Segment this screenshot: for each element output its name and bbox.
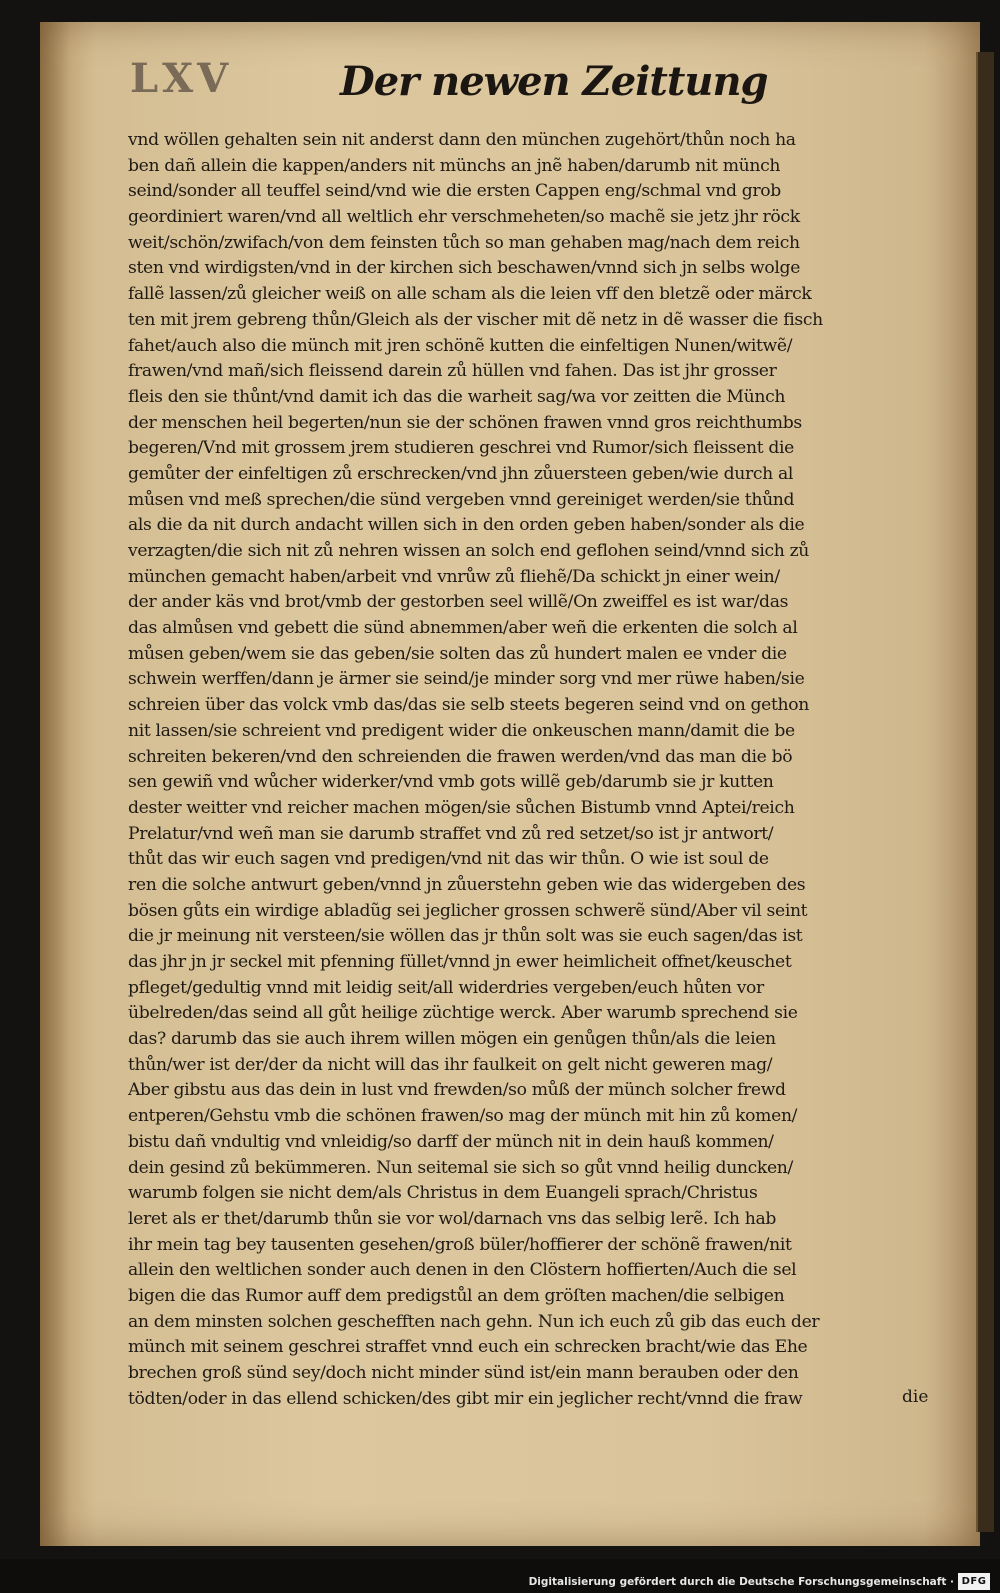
- text-line: ben dañ allein die kappen/anders nit münchs an jnẽ haben/darumb nit münch: [128, 155, 781, 176]
- text-line: das almůsen vnd gebett die sünd abnemmen/aber weñ die erkenten die solch al: [128, 618, 798, 639]
- text-line: der ander käs vnd brot/vmb der gestorben seel willẽ/On zweiffel es ist war/das: [128, 592, 789, 613]
- text-line: allein den weltlichen sonder auch denen in den Clöstern hoffierten/Auch die sel: [128, 1260, 797, 1281]
- page-heading: Der newen Zeittung: [340, 58, 768, 105]
- footer-credit: Digitalisierung gefördert durch die Deutsche Forschungsgemeinschaft ·: [528, 1576, 954, 1588]
- text-line: dester weitter vnd reicher machen mögen/sie sůchen Bistumb vnnd Aptei/reich: [128, 797, 795, 818]
- text-line: entperen/Gehstu vmb die schönen frawen/so mag der münch mit hin zů komen/: [128, 1106, 798, 1127]
- text-line: fahet/auch also die münch mit jren schönẽ kutten die einfeltigen Nunen/witwẽ/: [128, 335, 793, 356]
- text-line: Prelatur/vnd weñ man sie darumb straffet vnd zů red setzet/so ist jr antwort/: [128, 823, 774, 844]
- text-line: das? darumb das sie auch ihrem willen mögen ein genůgen thůn/als die leien: [128, 1029, 776, 1050]
- text-line: seind/sonder all teuffel seind/vnd wie die ersten Cappen eng/schmal vnd grob: [128, 181, 781, 202]
- folio-number: LXV: [130, 55, 233, 102]
- text-line: als die da nit durch andacht willen sich in den orden geben haben/sonder als die: [128, 515, 805, 536]
- text-line: bigen die das Rumor auff dem predigstůl an dem gröſten machen/die selbigen: [128, 1285, 785, 1306]
- text-line: schreien über das volck vmb das/das sie selb steets begeren seind vnd on gethon: [128, 695, 809, 716]
- catchword: die: [902, 1387, 929, 1407]
- text-line: an dem minsten solchen geschefften nach gehn. Nun ich euch zů gib das euch der: [128, 1311, 820, 1332]
- text-line: tödten/oder in das ellend schicken/des gibt mir ein jeglicher recht/vnnd die fraw: [128, 1388, 803, 1409]
- text-line: ren die solche antwurt geben/vnnd jn zůuerstehn geben wie das widergeben des: [128, 874, 806, 895]
- text-line: geordiniert waren/vnd all weltlich ehr verschmeheten/so machẽ sie jetz jhr röck: [128, 207, 800, 228]
- text-line: leret als er thet/darumb thůn sie vor wol/darnach vns das selbig lerẽ. Ich hab: [128, 1208, 777, 1229]
- text-line: fleis den sie thůnt/vnd damit ich das die warheit sag/wa vor zeitten die Münch: [128, 386, 786, 407]
- text-line: můsen geben/wem sie das geben/sie solten das zů hundert malen ee vnder die: [128, 643, 787, 664]
- text-line: dein gesind zů bekümmeren. Nun seitemal sie sich so gůt vnnd heilig duncken/: [128, 1157, 793, 1178]
- text-line: můsen vnd meß sprechen/die sünd vergeben vnnd gereiniget werden/sie thůnd: [128, 489, 795, 510]
- text-line: verzagten/die sich nit zů nehren wissen an solch end geflohen seind/vnnd sich zů: [128, 541, 809, 561]
- text-line: sen gewiñ vnd wůcher widerker/vnd vmb gots willẽ geb/darumb sie jr kutten: [128, 772, 774, 793]
- text-line: münch mit seinem geschrei straffet vnnd euch ein schrecken bracht/wie das Ehe: [128, 1337, 808, 1358]
- text-line: brechen groß sünd sey/doch nicht minder sünd ist/ein mann berauben oder den: [128, 1363, 799, 1383]
- text-line: schreiten bekeren/vnd den schreienden die frawen werden/vnd das man die bö: [128, 746, 793, 767]
- text-line: frawen/vnd mañ/sich fleissend darein zů hüllen vnd fahen. Das ist jhr grosser: [128, 361, 777, 382]
- text-line: übelreden/das seind all gůt heilige züchtige werck. Aber warumb sprechend sie: [128, 1003, 798, 1024]
- text-line: ten mit jrem gebreng thůn/Gleich als der vischer mit dẽ netz in dẽ wasser die fisch: [128, 309, 823, 330]
- text-line: gemůter der einfeltigen zů erschrecken/vnd jhn zůuersteen geben/wie durch al: [128, 463, 793, 484]
- text-line: das jhr jn jr seckel mit pfenning füllet/vnnd jn ewer heimlicheit offnet/keuschet: [128, 952, 792, 972]
- text-line: bösen gůts ein wirdige abladũg sei jeglicher grossen schwerẽ sünd/Aber vil seint: [128, 900, 808, 921]
- text-line: ihr mein tag bey tausenten gesehen/groß büler/hoffierer der schönẽ frawen/nit: [128, 1234, 792, 1255]
- dfg-logo: DFG: [958, 1573, 990, 1590]
- text-line: thůt das wir euch sagen vnd predigen/vnd nit das wir thůn. O wie ist soul de: [128, 849, 769, 870]
- text-line: weit/schön/zwifach/von dem feinsten tůch so man gehaben mag/nach dem reich: [128, 232, 800, 253]
- text-line: begeren/Vnd mit grossem jrem studieren geschrei vnd Rumor/sich fleissent die: [128, 438, 794, 459]
- page-shadow: [40, 22, 70, 1546]
- text-line: vnd wöllen gehalten sein nit anderst dann den münchen zugehört/thůn noch ha: [128, 130, 796, 150]
- text-line: die jr meinung nit versteen/sie wöllen das jr thůn solt was sie euch sagen/das ist: [128, 926, 803, 947]
- text-line: fallẽ lassen/zů gleicher weiß on alle scham als die leien vff den bletzẽ oder märck: [128, 284, 812, 305]
- text-line: pfleget/gedultig vnnd mit leidig seit/all widerdries vergeben/euch hůten vor: [128, 977, 764, 998]
- text-line: sten vnd wirdigsten/vnd in der kirchen sich beschawen/vnnd sich jn selbs wolge: [128, 258, 801, 279]
- text-line: Aber gibstu aus das dein in lust vnd frewden/so můß der münch solcher frewd: [128, 1080, 786, 1101]
- text-line: warumb folgen sie nicht dem/als Christus in dem Euangeli sprach/Christus: [128, 1183, 758, 1204]
- body-text: [128, 128, 946, 1412]
- text-line: der menschen heil begerten/nun sie der schönen frawen vnnd gros reichthumbs: [128, 412, 802, 433]
- text-line: schwein werffen/dann je ärmer sie seind/je minder sorg vnd mer rüwe haben/sie: [128, 669, 805, 690]
- text-line: bistu dañ vndultig vnd vnleidig/so darff der münch nit in dein hauß kommen/: [128, 1131, 774, 1152]
- page-edge: [976, 52, 994, 1532]
- text-line: nit lassen/sie schreient vnd predigent wider die onkeuschen mann/damit die be: [128, 720, 795, 741]
- text-line: münchen gemacht haben/arbeit vnd vnrůw zů fliehẽ/Da schickt jn einer wein/: [128, 566, 780, 587]
- text-line: thůn/wer ist der/der da nicht will das ihr faulkeit on gelt nicht geweren mag/: [128, 1054, 773, 1075]
